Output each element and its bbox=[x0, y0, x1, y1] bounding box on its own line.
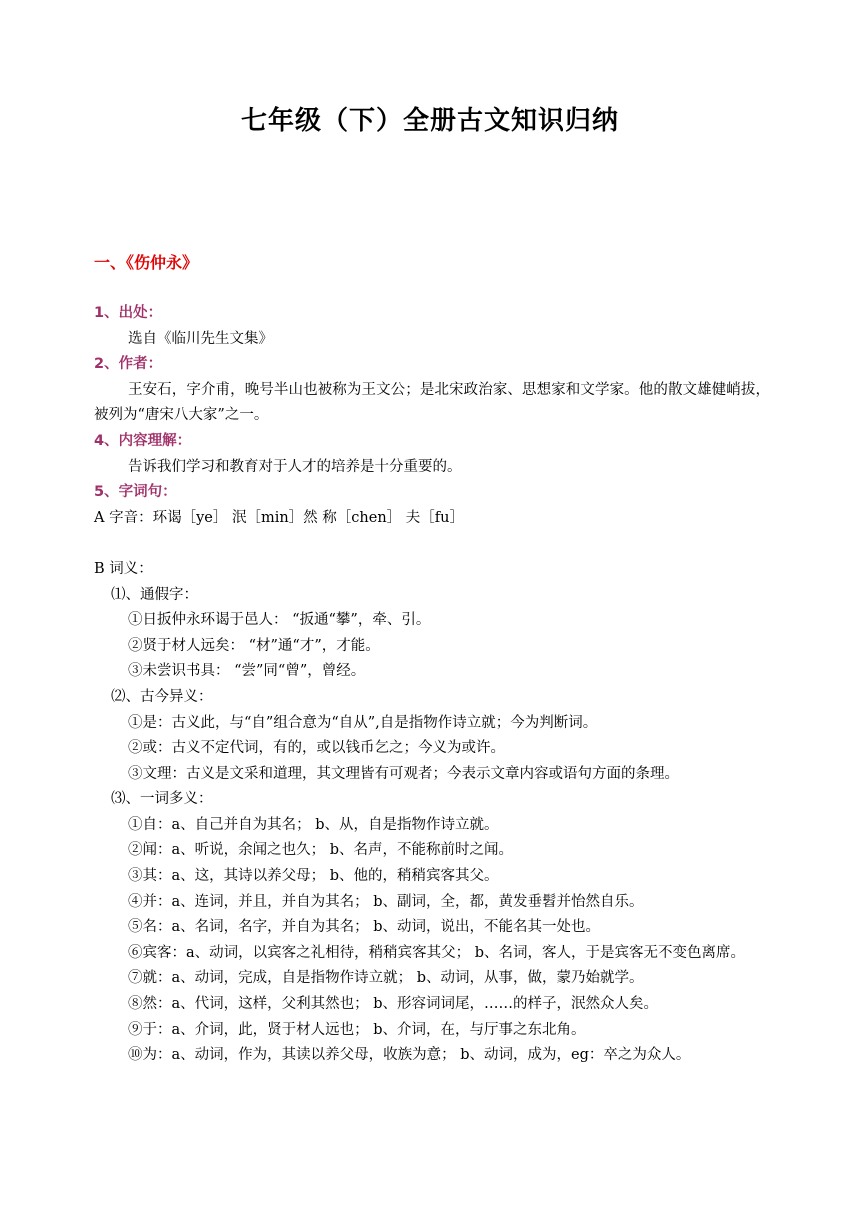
tongjia-item: ①日扳仲永环谒于邑人： “扳通“攀”，牵、引。 bbox=[128, 612, 431, 629]
duoyi-item: ⑦就：a、动词，完成，自是指物作诗立就； b、动词，从事，做，蒙乃始就学。 bbox=[128, 970, 644, 987]
duoyi-item: ①自：a、自己并自为其名； b、从，自是指物作诗立就。 bbox=[128, 816, 499, 833]
pronunciation-line: A 字音：环谒［ye］ 泯［min］然 称［chen］ 夫［fu］ bbox=[94, 509, 464, 526]
duoyi-item: ③其：a、这，其诗以养父母； b、他的，稍稍宾客其父。 bbox=[128, 868, 499, 885]
gujin-item: ②或：古义不定代词，有的，或以钱币乞之；今义为或许。 bbox=[128, 740, 505, 757]
gujin-item: ①是：古义此，与“自”组合意为“自从”,自是指物作诗立就；今为判断词。 bbox=[128, 714, 598, 731]
words-label: 5、字词句： bbox=[94, 484, 177, 501]
duoyi-item: ⑧然：a、代词，这样，父利其然也； b、形容词词尾，……的样子，泯然众人矣。 bbox=[128, 996, 659, 1013]
section-heading: 一、《伤仲永》 bbox=[94, 253, 199, 272]
author-text: 王安石，字介甫，晚号半山也被称为王文公；是北宋政治家、思想家和文学家。他的散文雄健峭拔，被列为“唐宋八大家”之一。 bbox=[94, 381, 770, 424]
gujin-label: ⑵、古今异义： bbox=[111, 688, 213, 705]
page-title: 七年级（下）全册古文知识归纳 bbox=[240, 106, 619, 136]
source-label: 1、出处： bbox=[94, 305, 163, 321]
duoyi-item: ②闻：a、听说，余闻之也久； b、名声，不能称前时之闻。 bbox=[128, 842, 514, 859]
content-text: 告诉我们学习和教育对于人才的培养是十分重要的。 bbox=[128, 458, 462, 475]
tongjia-item: ②贤于材人远矣： “材”通“才”，才能。 bbox=[128, 637, 380, 654]
spacer bbox=[94, 531, 770, 557]
duoyi-label: ⑶、一词多义： bbox=[111, 791, 213, 808]
content-label: 4、内容理解： bbox=[94, 432, 192, 449]
tongjia-item: ③未尝识书具： “尝”同“曾”，曾经。 bbox=[128, 663, 366, 680]
tongjia-label: ⑴、通假字： bbox=[111, 586, 198, 603]
duoyi-item: ⑨于：a、介词，此，贤于材人远也； b、介词，在，与厅事之东北角。 bbox=[128, 1021, 586, 1038]
gujin-item: ③文理：古义是文采和道理，其文理皆有可观者；今表示文章内容或语句方面的条理。 bbox=[128, 765, 679, 782]
duoyi-item: ⑥宾客：a、动词，以宾客之礼相待，稍稍宾客其父； b、名词，客人，于是宾客无不变色离席。 bbox=[128, 944, 746, 961]
section-content bbox=[94, 301, 770, 1069]
duoyi-item: ⑩为：a、动词，作为，其读以养父母，收族为意； b、动词，成为，eg：卒之为众人。 bbox=[128, 1047, 691, 1064]
author-label: 2、作者： bbox=[94, 356, 163, 373]
meaning-label: B 词义： bbox=[94, 560, 153, 577]
duoyi-item: ⑤名：a、名词，名字，并自为其名； b、动词，说出，不能名其一处也。 bbox=[128, 919, 601, 936]
duoyi-item: ④并：a、连词，并且，并自为其名； b、副词，全，都，黄发垂髫并怡然自乐。 bbox=[128, 893, 644, 910]
source-text: 选自《临川先生文集》 bbox=[128, 330, 273, 347]
